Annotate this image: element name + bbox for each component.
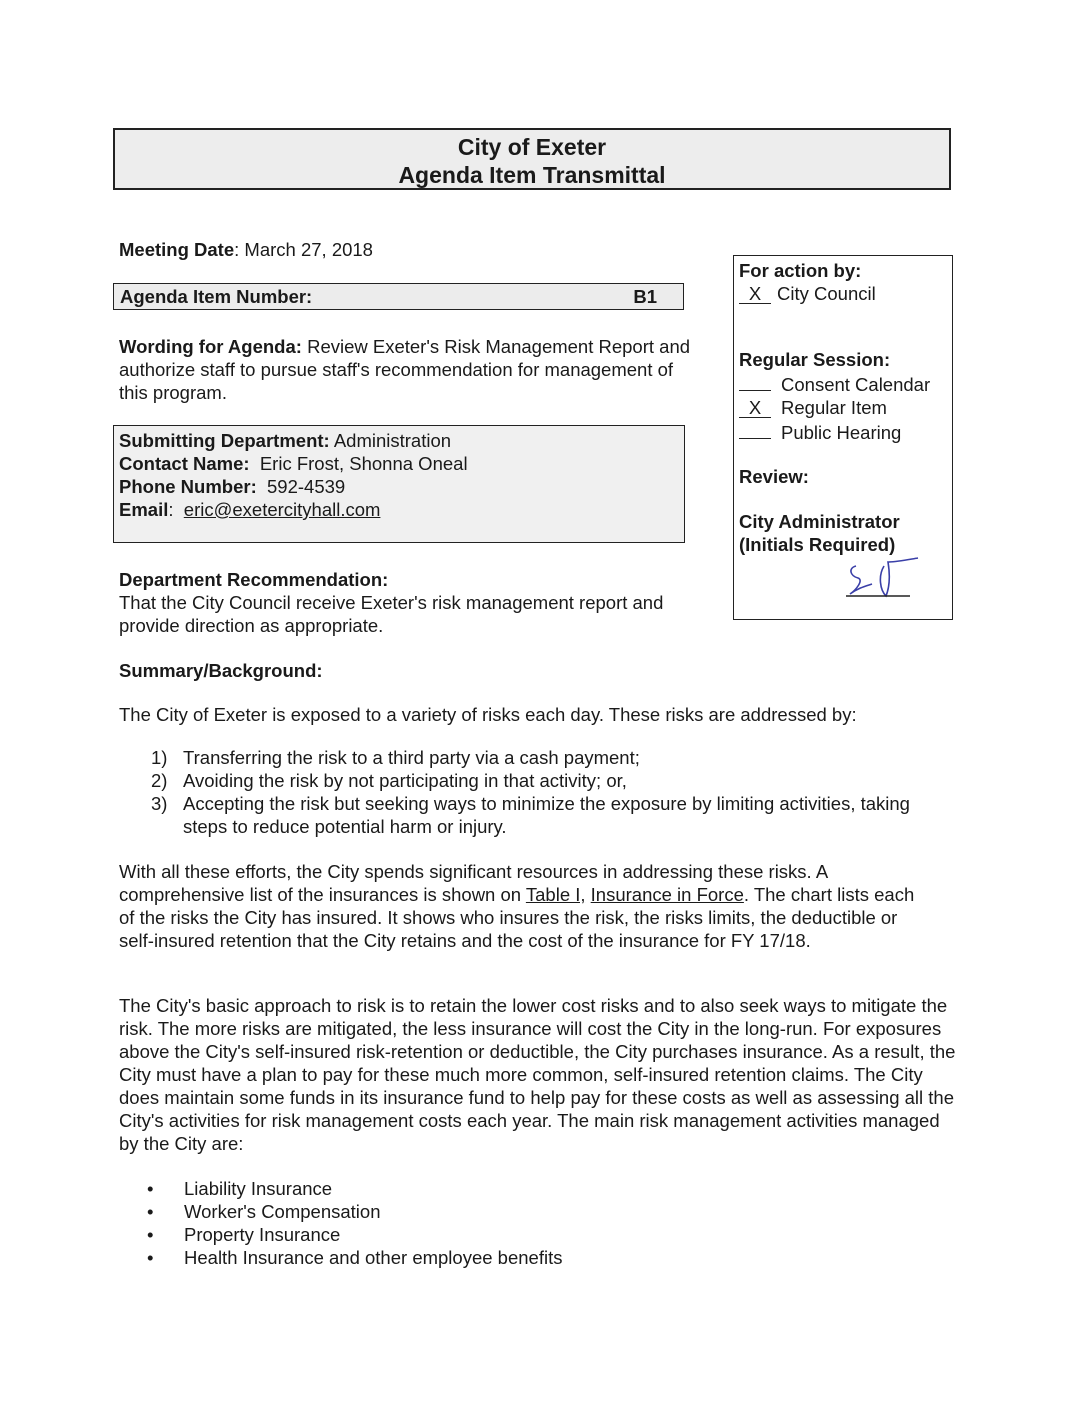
regular-session-label: Regular Session: (739, 349, 891, 370)
phone-number-row (119, 475, 679, 498)
city-council-checkmark: X (739, 284, 771, 304)
wording-label: Wording for Agenda: (119, 336, 302, 357)
table-i-link: Table I, (525, 884, 586, 905)
email-label: Email (119, 499, 169, 520)
list-text: Avoiding the risk by not participating in that activity; or, (183, 770, 627, 791)
summary-heading: Summary/Background: (119, 660, 323, 681)
department-label: Submitting Department: (119, 430, 330, 451)
title-line-1: City of Exeter (457, 134, 607, 160)
summary-intro: The City of Exeter is exposed to a variety of risks each day. These risks are addressed by: (119, 704, 857, 725)
list-item (151, 792, 911, 838)
risk-approach-list (151, 746, 911, 838)
list-item (151, 746, 911, 769)
risk-activities-list (147, 1177, 747, 1269)
public-hearing-label: Public Hearing (781, 422, 902, 443)
city-admin-label: City Administrator (739, 511, 900, 532)
list-text: Accepting the risk but seeking ways to minimize the exposure by limiting activities, taking steps to reduce potential harm or injury. (183, 793, 910, 837)
list-number: 3) (151, 793, 168, 814)
phone-label: Phone Number: (119, 476, 257, 497)
list-number: 2) (151, 770, 168, 791)
para2-text-b: . The chart lists each of the risks the City has insured. It shows who insures the risk, the risks limits, the deductible or self-insured retention that the City retains and the cost of the insurance for FY 17/18. (119, 884, 915, 951)
email-link[interactable]: eric@exetercityhall.com (183, 499, 381, 520)
meeting-date: Meeting Date: March 27, 2018 (119, 239, 373, 260)
department-value: Administration (333, 430, 452, 451)
list-item: • Property Insurance (147, 1223, 747, 1246)
contact-name-row (119, 452, 679, 475)
summary-paragraph-2 (119, 860, 931, 952)
review-label: Review: (739, 466, 809, 487)
document-title-box (113, 128, 951, 190)
wording-text: Review Exeter's Risk Management Report and authorize staff to pursue staff's recommendation for management of this program. (119, 336, 691, 403)
list-number: 1) (151, 747, 168, 768)
summary-paragraph-3: The City's basic approach to risk is to retain the lower cost risks and to also seek ways to mitigate the risk. The more risks are mitigated, the less insurance will cost the City in the long-run. For exposures above the City's self-insured risk-retention or deductible, the City purchases insurance. As a result, the City must have a plan to pay for these much more common, self-insured retention claims. The City does maintain some funds in its insurance fund to help pay for these costs as well as assessing all the City's activities for risk management costs each year. The main risk management activities managed by the City are: (119, 995, 956, 1154)
list-text: Transferring the risk to a third party via a cash payment; (183, 747, 640, 768)
initials-required-label: (Initials Required) (739, 534, 896, 555)
title-line-2: Agenda Item Transmittal (398, 162, 666, 188)
meeting-date-value: March 27, 2018 (244, 239, 373, 260)
phone-value: 592-4539 (267, 476, 346, 497)
recommendation-text: That the City Council receive Exeter's risk management report and provide direction as appropriate. (119, 592, 664, 636)
para2-text-a: With all these efforts, the City spends significant resources in addressing these risks. A comprehensive list of the insurances is shown on (119, 861, 828, 905)
option-public-hearing (739, 419, 947, 444)
regular-item-label: Regular Item (781, 397, 887, 418)
regular-item-checkmark: X (739, 398, 771, 418)
contact-value: Eric Frost, Shonna Oneal (259, 453, 468, 474)
option-regular-item (739, 396, 947, 419)
email-row: Email: eric@exetercityhall.com (119, 499, 381, 520)
list-item: • Health Insurance and other employee benefits (147, 1246, 747, 1269)
public-hearing-checkmark (739, 419, 771, 439)
submitting-info-box (113, 425, 685, 543)
submitting-department-row (119, 429, 679, 452)
meeting-date-label: Meeting Date (119, 239, 235, 260)
list-item: • Worker's Compensation (147, 1200, 747, 1223)
list-item (151, 769, 911, 792)
agenda-item-number-label: Agenda Item Number: (120, 286, 313, 307)
department-recommendation (119, 568, 719, 637)
consent-calendar-checkmark (739, 371, 771, 391)
recommendation-label: Department Recommendation: (119, 569, 389, 590)
option-city-council (739, 282, 947, 305)
option-consent-calendar (739, 371, 947, 396)
wording-for-agenda (119, 335, 694, 404)
list-item: • Liability Insurance (147, 1177, 747, 1200)
action-box (733, 255, 953, 620)
for-action-label: For action by: (739, 260, 862, 281)
signature-initials-icon (844, 556, 924, 601)
agenda-item-number-value: B1 (633, 286, 657, 307)
agenda-item-number-box (113, 283, 684, 310)
city-council-label: City Council (777, 283, 876, 304)
insurance-in-force-link: Insurance in Force (590, 884, 744, 905)
contact-label: Contact Name: (119, 453, 250, 474)
consent-calendar-label: Consent Calendar (781, 374, 931, 395)
